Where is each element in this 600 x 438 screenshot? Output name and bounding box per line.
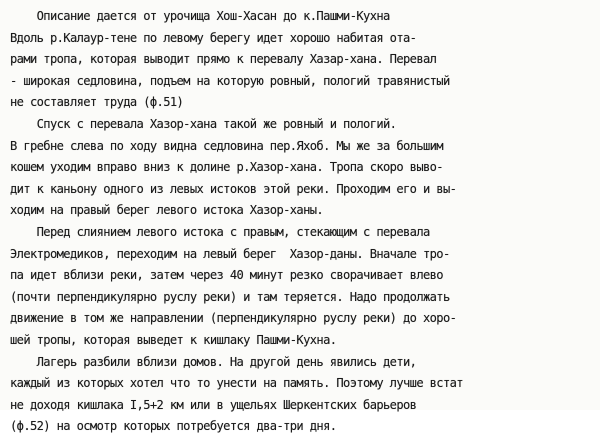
text-line: не составляет труда (ф.51) bbox=[10, 95, 184, 110]
text-line: Перед слиянием левого истока с правым, стекающим с перевала bbox=[10, 224, 430, 239]
text-line: Лагерь разбили вблизи домов. На другой день явились дети, bbox=[10, 354, 417, 369]
text-line: не доходя кишлака I,5+2 км или в ущельях Шеркентских барьеров bbox=[10, 397, 417, 412]
text-line: Вдоль р.Калаур-тене по левому берегу идет хорошо набитая ота- bbox=[10, 30, 417, 45]
text-line: (ф.52) на осмотр которых потребуется два-три дня. bbox=[10, 419, 337, 434]
text-line: кошем уходим вправо вниз к долине р.Хазор-хана. Тропа скоро выво- bbox=[10, 160, 443, 175]
text-line: шей тропы, которая выведет к кишлаку Пашми-Кухна. bbox=[10, 332, 337, 347]
text-line: (почти перпендикулярно руслу реки) и там теряется. Надо продолжать bbox=[10, 289, 450, 304]
text-line: В гребне слева по ходу видна седловина пер.Яхоб. Мы же за большим bbox=[10, 138, 443, 153]
text-line: каждый из которых хотел что то унести на память. Поэтому лучше встат bbox=[10, 376, 463, 391]
text-line: движение в том же направлении (перпендикулярно руслу реки) до хоро- bbox=[10, 311, 457, 326]
text-line: Спуск с перевала Хазор-хана такой же ровный и пологий. bbox=[10, 116, 397, 131]
text-line: - широкая седловина, подъем на которую ровный, пологий травянистый bbox=[10, 73, 450, 88]
text-line: па идет вблизи реки, затем через 40 минут резко сворачивает влево bbox=[10, 268, 443, 283]
typewritten-text bbox=[10, 6, 600, 438]
text-line: дит к каньону одного из левых истоков этой реки. Проходим его и вы- bbox=[10, 181, 457, 196]
text-line: ходим на правый берег левого истока Хазор-ханы. bbox=[10, 203, 324, 218]
text-line: Описание дается от урочища Хош-Хасан до к.Пашми-Кухна bbox=[10, 9, 390, 23]
text-line: рами тропа, которая выводит прямо к перевалу Хазар-хана. Перевал bbox=[10, 52, 437, 67]
text-line: Электромедиков, переходим на левый берег Хазор-даны. Вначале тро- bbox=[10, 246, 450, 261]
